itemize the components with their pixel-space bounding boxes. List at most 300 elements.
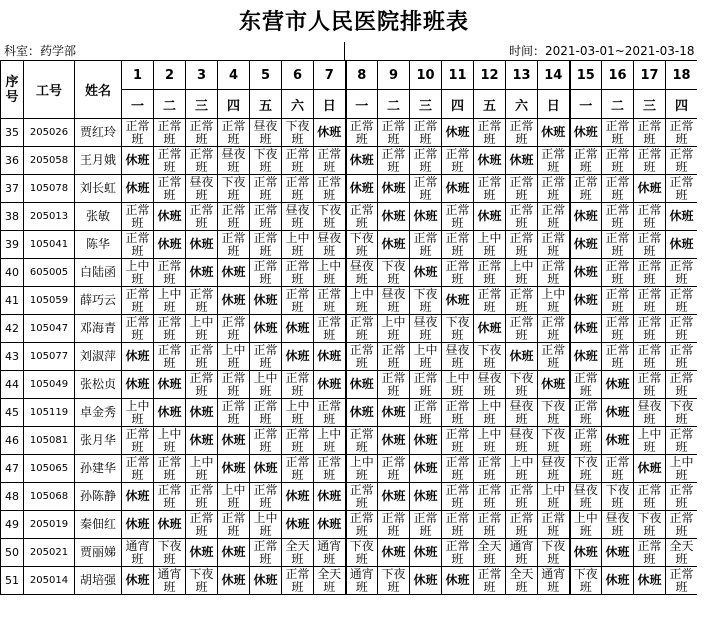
name-header: 姓名 <box>75 61 122 119</box>
shift-cell: 正常班 <box>506 231 538 259</box>
shift-cell: 正常班 <box>218 315 250 343</box>
shift-cell: 正常班 <box>570 371 602 399</box>
day-number-cell: 8 <box>346 61 378 90</box>
shift-cell: 正常班 <box>410 371 442 399</box>
shift-cell: 正常班 <box>346 343 378 371</box>
table-row <box>1 119 698 147</box>
weekday-cell: 二 <box>378 90 410 119</box>
shift-cell: 正常班 <box>346 483 378 511</box>
shift-cell: 正常班 <box>474 455 506 483</box>
staff-name: 贾红玲 <box>75 119 122 147</box>
shift-cell: 正常班 <box>218 399 250 427</box>
shift-cell: 正常班 <box>154 119 186 147</box>
staff-name: 刘长虹 <box>75 175 122 203</box>
shift-cell: 正常班 <box>506 483 538 511</box>
shift-cell: 正常班 <box>602 119 634 147</box>
shift-cell: 正常班 <box>218 371 250 399</box>
shift-cell: 正常班 <box>250 539 282 567</box>
shift-cell: 休班 <box>186 427 218 455</box>
shift-cell: 正常班 <box>602 343 634 371</box>
shift-cell: 休班 <box>378 427 410 455</box>
shift-cell: 上中班 <box>442 371 474 399</box>
shift-cell: 休班 <box>154 399 186 427</box>
shift-cell: 休班 <box>314 119 346 147</box>
shift-cell: 下夜班 <box>346 539 378 567</box>
shift-cell: 正常班 <box>250 399 282 427</box>
shift-cell: 休班 <box>666 231 698 259</box>
shift-cell: 正常班 <box>122 287 154 315</box>
shift-cell: 昼夜班 <box>314 231 346 259</box>
table-row <box>1 343 698 371</box>
shift-cell: 正常班 <box>474 259 506 287</box>
shift-cell: 正常班 <box>506 175 538 203</box>
shift-cell: 正常班 <box>122 119 154 147</box>
shift-cell: 正常班 <box>570 147 602 175</box>
shift-cell: 正常班 <box>666 371 698 399</box>
shift-cell: 休班 <box>282 511 314 539</box>
shift-cell: 上中班 <box>250 511 282 539</box>
weekday-cell: 六 <box>282 90 314 119</box>
shift-cell: 休班 <box>250 315 282 343</box>
staff-number: 605005 <box>24 259 75 287</box>
weekday-cell: 四 <box>218 90 250 119</box>
shift-cell: 休班 <box>122 343 154 371</box>
shift-cell: 正常班 <box>282 371 314 399</box>
shift-cell: 正常班 <box>410 147 442 175</box>
shift-cell: 正常班 <box>538 511 570 539</box>
shift-cell: 休班 <box>474 203 506 231</box>
staff-name: 胡培强 <box>75 567 122 595</box>
shift-cell: 下夜班 <box>346 231 378 259</box>
shift-cell: 正常班 <box>442 231 474 259</box>
shift-cell: 休班 <box>602 427 634 455</box>
shift-cell: 休班 <box>570 203 602 231</box>
table-row <box>1 175 698 203</box>
shift-cell: 上中班 <box>314 259 346 287</box>
shift-cell: 通宵班 <box>538 567 570 595</box>
day-number-cell: 2 <box>154 61 186 90</box>
shift-cell: 昼夜班 <box>506 399 538 427</box>
shift-cell: 正常班 <box>666 259 698 287</box>
shift-cell: 正常班 <box>666 175 698 203</box>
shift-cell: 正常班 <box>442 511 474 539</box>
shift-cell: 上中班 <box>218 483 250 511</box>
shift-cell: 下夜班 <box>570 567 602 595</box>
table-row <box>1 567 698 595</box>
row-index: 37 <box>1 175 24 203</box>
shift-cell: 正常班 <box>186 287 218 315</box>
table-row <box>1 539 698 567</box>
weekday-cell: 一 <box>570 90 602 119</box>
staff-name: 孙陈静 <box>75 483 122 511</box>
shift-cell: 正常班 <box>250 231 282 259</box>
shift-cell: 上中班 <box>250 371 282 399</box>
shift-cell: 上中班 <box>154 287 186 315</box>
shift-cell: 正常班 <box>634 203 666 231</box>
shift-cell: 休班 <box>410 539 442 567</box>
shift-cell: 休班 <box>442 287 474 315</box>
shift-cell: 正常班 <box>634 315 666 343</box>
staff-number: 205013 <box>24 203 75 231</box>
shift-cell: 正常班 <box>154 455 186 483</box>
staff-name: 张月华 <box>75 427 122 455</box>
staff-name: 卓金秀 <box>75 399 122 427</box>
shift-cell: 正常班 <box>538 315 570 343</box>
row-index: 39 <box>1 231 24 259</box>
weekday-cell: 一 <box>346 90 378 119</box>
shift-cell: 全天班 <box>314 567 346 595</box>
shift-cell: 休班 <box>282 343 314 371</box>
shift-cell: 正常班 <box>666 511 698 539</box>
shift-cell: 正常班 <box>602 175 634 203</box>
index-header: 序号 <box>1 61 24 119</box>
shift-cell: 正常班 <box>474 511 506 539</box>
shift-cell: 休班 <box>218 259 250 287</box>
row-index: 41 <box>1 287 24 315</box>
staff-number: 205058 <box>24 147 75 175</box>
shift-cell: 下夜班 <box>378 567 410 595</box>
shift-cell: 下夜班 <box>186 567 218 595</box>
shift-cell: 正常班 <box>154 315 186 343</box>
shift-cell: 休班 <box>346 399 378 427</box>
day-number-cell: 14 <box>538 61 570 90</box>
shift-cell: 正常班 <box>538 231 570 259</box>
shift-cell: 上中班 <box>570 511 602 539</box>
shift-cell: 正常班 <box>602 315 634 343</box>
row-index: 40 <box>1 259 24 287</box>
staff-number: 105047 <box>24 315 75 343</box>
shift-cell: 正常班 <box>282 259 314 287</box>
staff-name: 白陆函 <box>75 259 122 287</box>
shift-cell: 正常班 <box>186 119 218 147</box>
day-number-cell: 17 <box>634 61 666 90</box>
shift-cell: 正常班 <box>442 427 474 455</box>
shift-cell: 通宵班 <box>122 539 154 567</box>
shift-cell: 上中班 <box>186 315 218 343</box>
table-row <box>1 259 698 287</box>
shift-cell: 正常班 <box>442 483 474 511</box>
shift-cell: 休班 <box>602 371 634 399</box>
shift-cell: 正常班 <box>378 343 410 371</box>
shift-cell: 休班 <box>442 119 474 147</box>
shift-cell: 休班 <box>410 427 442 455</box>
shift-cell: 休班 <box>218 427 250 455</box>
shift-cell: 休班 <box>186 259 218 287</box>
shift-cell: 上中班 <box>346 455 378 483</box>
shift-cell: 正常班 <box>538 147 570 175</box>
row-index: 47 <box>1 455 24 483</box>
staff-number: 105049 <box>24 371 75 399</box>
shift-cell: 休班 <box>378 175 410 203</box>
shift-cell: 正常班 <box>474 287 506 315</box>
shift-cell: 休班 <box>250 455 282 483</box>
shift-cell: 正常班 <box>250 343 282 371</box>
shift-cell: 正常班 <box>666 427 698 455</box>
shift-cell: 休班 <box>314 511 346 539</box>
table-row <box>1 455 698 483</box>
staff-name: 陈华 <box>75 231 122 259</box>
shift-cell: 休班 <box>538 371 570 399</box>
shift-cell: 正常班 <box>474 175 506 203</box>
shift-cell: 昼夜班 <box>474 371 506 399</box>
row-index: 35 <box>1 119 24 147</box>
shift-cell: 全天班 <box>474 539 506 567</box>
shift-cell: 正常班 <box>506 511 538 539</box>
shift-cell: 下夜班 <box>538 427 570 455</box>
day-number-cell: 15 <box>570 61 602 90</box>
shift-cell: 正常班 <box>218 119 250 147</box>
shift-cell: 正常班 <box>186 203 218 231</box>
shift-cell: 正常班 <box>634 539 666 567</box>
shift-cell: 下夜班 <box>538 399 570 427</box>
row-index: 51 <box>1 567 24 595</box>
shift-cell: 正常班 <box>250 175 282 203</box>
shift-cell: 休班 <box>154 203 186 231</box>
shift-cell: 正常班 <box>346 203 378 231</box>
shift-cell: 通宵班 <box>154 567 186 595</box>
shift-cell: 昼夜班 <box>442 343 474 371</box>
weekday-cell: 日 <box>538 90 570 119</box>
shift-cell: 正常班 <box>538 259 570 287</box>
shift-cell: 下夜班 <box>602 483 634 511</box>
staff-name: 张松贞 <box>75 371 122 399</box>
staff-number: 105081 <box>24 427 75 455</box>
shift-cell: 休班 <box>602 399 634 427</box>
shift-cell: 正常班 <box>282 287 314 315</box>
staff-number: 105068 <box>24 483 75 511</box>
shift-cell: 休班 <box>442 567 474 595</box>
shift-cell: 上中班 <box>474 399 506 427</box>
shift-cell: 正常班 <box>442 455 474 483</box>
shift-cell: 休班 <box>570 287 602 315</box>
row-index: 50 <box>1 539 24 567</box>
shift-cell: 正常班 <box>474 567 506 595</box>
shift-cell: 休班 <box>538 119 570 147</box>
shift-cell: 休班 <box>634 455 666 483</box>
table-row <box>1 203 698 231</box>
shift-cell: 正常班 <box>474 119 506 147</box>
shift-cell: 下夜班 <box>474 343 506 371</box>
row-index: 48 <box>1 483 24 511</box>
weekday-cell: 三 <box>186 90 218 119</box>
staff-name: 孙建华 <box>75 455 122 483</box>
shift-cell: 休班 <box>122 511 154 539</box>
shift-cell: 休班 <box>410 567 442 595</box>
staff-number: 105041 <box>24 231 75 259</box>
shift-cell: 下夜班 <box>378 259 410 287</box>
shift-cell: 正常班 <box>186 511 218 539</box>
day-number-cell: 4 <box>218 61 250 90</box>
shift-cell: 正常班 <box>314 287 346 315</box>
shift-cell: 正常班 <box>186 371 218 399</box>
shift-cell: 正常班 <box>154 259 186 287</box>
shift-cell: 正常班 <box>634 287 666 315</box>
shift-cell: 下夜班 <box>506 371 538 399</box>
row-index: 38 <box>1 203 24 231</box>
table-row <box>1 399 698 427</box>
staff-number: 205026 <box>24 119 75 147</box>
shift-cell: 昼夜班 <box>250 119 282 147</box>
day-number-cell: 16 <box>602 61 634 90</box>
row-index: 44 <box>1 371 24 399</box>
staff-number: 105077 <box>24 343 75 371</box>
row-index: 43 <box>1 343 24 371</box>
day-number-cell: 7 <box>314 61 346 90</box>
table-row <box>1 231 698 259</box>
shift-cell: 正常班 <box>218 203 250 231</box>
shift-cell: 下夜班 <box>538 539 570 567</box>
shift-cell: 正常班 <box>282 175 314 203</box>
shift-cell: 上中班 <box>282 399 314 427</box>
shift-cell: 休班 <box>250 287 282 315</box>
shift-cell: 下夜班 <box>218 175 250 203</box>
shift-cell: 通宵班 <box>506 539 538 567</box>
shift-cell: 休班 <box>506 147 538 175</box>
shift-cell: 正常班 <box>410 175 442 203</box>
shift-cell: 上中班 <box>378 315 410 343</box>
shift-cell: 正常班 <box>634 231 666 259</box>
shift-cell: 休班 <box>218 287 250 315</box>
shift-cell: 休班 <box>666 203 698 231</box>
shift-cell: 休班 <box>410 483 442 511</box>
shift-cell: 正常班 <box>506 287 538 315</box>
shift-cell: 正常班 <box>410 399 442 427</box>
shift-cell: 上中班 <box>538 287 570 315</box>
shift-cell: 昼夜班 <box>186 175 218 203</box>
shift-cell: 休班 <box>634 175 666 203</box>
shift-cell: 昼夜班 <box>634 399 666 427</box>
shift-cell: 正常班 <box>570 427 602 455</box>
shift-cell: 正常班 <box>314 399 346 427</box>
shift-cell: 正常班 <box>570 175 602 203</box>
shift-cell: 休班 <box>570 343 602 371</box>
shift-cell: 休班 <box>378 399 410 427</box>
shift-cell: 上中班 <box>186 455 218 483</box>
shift-cell: 上中班 <box>154 427 186 455</box>
staff-number: 105119 <box>24 399 75 427</box>
shift-cell: 正常班 <box>122 455 154 483</box>
department-label: 科室：药学部 <box>4 44 77 58</box>
shift-cell: 正常班 <box>314 147 346 175</box>
staff-number: 205019 <box>24 511 75 539</box>
shift-cell: 正常班 <box>378 511 410 539</box>
shift-cell: 正常班 <box>602 259 634 287</box>
table-row <box>1 483 698 511</box>
shift-cell: 全天班 <box>506 567 538 595</box>
shift-cell: 休班 <box>602 539 634 567</box>
shift-cell: 休班 <box>122 483 154 511</box>
day-number-row <box>1 61 698 90</box>
shift-cell: 下夜班 <box>282 119 314 147</box>
shift-cell: 正常班 <box>122 203 154 231</box>
shift-cell: 通宵班 <box>314 539 346 567</box>
shift-cell: 正常班 <box>634 119 666 147</box>
day-number-cell: 13 <box>506 61 538 90</box>
shift-cell: 休班 <box>570 315 602 343</box>
shift-cell: 休班 <box>314 343 346 371</box>
shift-cell: 正常班 <box>314 455 346 483</box>
day-number-cell: 12 <box>474 61 506 90</box>
shift-cell: 休班 <box>186 399 218 427</box>
shift-cell: 正常班 <box>378 455 410 483</box>
shift-cell: 昼夜班 <box>602 511 634 539</box>
day-number-cell: 11 <box>442 61 474 90</box>
shift-cell: 正常班 <box>282 427 314 455</box>
shift-cell: 昼夜班 <box>410 315 442 343</box>
shift-cell: 正常班 <box>378 119 410 147</box>
shift-cell: 正常班 <box>218 231 250 259</box>
shift-cell: 休班 <box>378 231 410 259</box>
shift-cell: 正常班 <box>378 371 410 399</box>
staff-name: 薛巧云 <box>75 287 122 315</box>
shift-cell: 休班 <box>282 483 314 511</box>
row-index: 49 <box>1 511 24 539</box>
shift-cell: 休班 <box>570 539 602 567</box>
table-row <box>1 315 698 343</box>
shift-cell: 正常班 <box>474 483 506 511</box>
shift-cell: 正常班 <box>346 119 378 147</box>
shift-cell: 休班 <box>346 175 378 203</box>
shift-cell: 休班 <box>154 231 186 259</box>
shift-cell: 昼夜班 <box>538 455 570 483</box>
staff-number: 105059 <box>24 287 75 315</box>
shift-cell: 休班 <box>282 315 314 343</box>
shift-cell: 上中班 <box>122 259 154 287</box>
staff-name: 贾丽娣 <box>75 539 122 567</box>
staff-number: 105078 <box>24 175 75 203</box>
weekday-cell: 五 <box>474 90 506 119</box>
shift-cell: 正常班 <box>154 483 186 511</box>
weekday-cell: 四 <box>442 90 474 119</box>
shift-cell: 下夜班 <box>154 539 186 567</box>
shift-cell: 正常班 <box>602 455 634 483</box>
shift-cell: 昼夜班 <box>282 203 314 231</box>
shift-cell: 休班 <box>474 147 506 175</box>
staff-no-header: 工号 <box>24 61 75 119</box>
shift-cell: 正常班 <box>186 343 218 371</box>
shift-cell: 昼夜班 <box>506 427 538 455</box>
schedule-body <box>1 119 698 595</box>
shift-cell: 休班 <box>410 259 442 287</box>
shift-cell: 下夜班 <box>570 455 602 483</box>
shift-cell: 昼夜班 <box>346 259 378 287</box>
shift-cell: 休班 <box>378 483 410 511</box>
shift-cell: 正常班 <box>634 147 666 175</box>
shift-cell: 正常班 <box>250 483 282 511</box>
weekday-cell: 一 <box>122 90 154 119</box>
shift-cell: 休班 <box>122 175 154 203</box>
shift-cell: 正常班 <box>154 147 186 175</box>
shift-cell: 正常班 <box>666 315 698 343</box>
shift-cell: 正常班 <box>218 511 250 539</box>
table-row <box>1 511 698 539</box>
shift-cell: 上中班 <box>474 231 506 259</box>
shift-cell: 正常班 <box>250 203 282 231</box>
shift-cell: 正常班 <box>410 119 442 147</box>
shift-cell: 正常班 <box>442 147 474 175</box>
sheet-edge <box>697 0 708 625</box>
shift-cell: 正常班 <box>122 315 154 343</box>
shift-cell: 正常班 <box>250 259 282 287</box>
shift-cell: 正常班 <box>442 539 474 567</box>
shift-cell: 正常班 <box>314 315 346 343</box>
shift-cell: 休班 <box>378 203 410 231</box>
shift-cell: 正常班 <box>154 175 186 203</box>
shift-cell: 正常班 <box>602 203 634 231</box>
row-index: 45 <box>1 399 24 427</box>
shift-cell: 正常班 <box>666 119 698 147</box>
shift-cell: 休班 <box>346 147 378 175</box>
